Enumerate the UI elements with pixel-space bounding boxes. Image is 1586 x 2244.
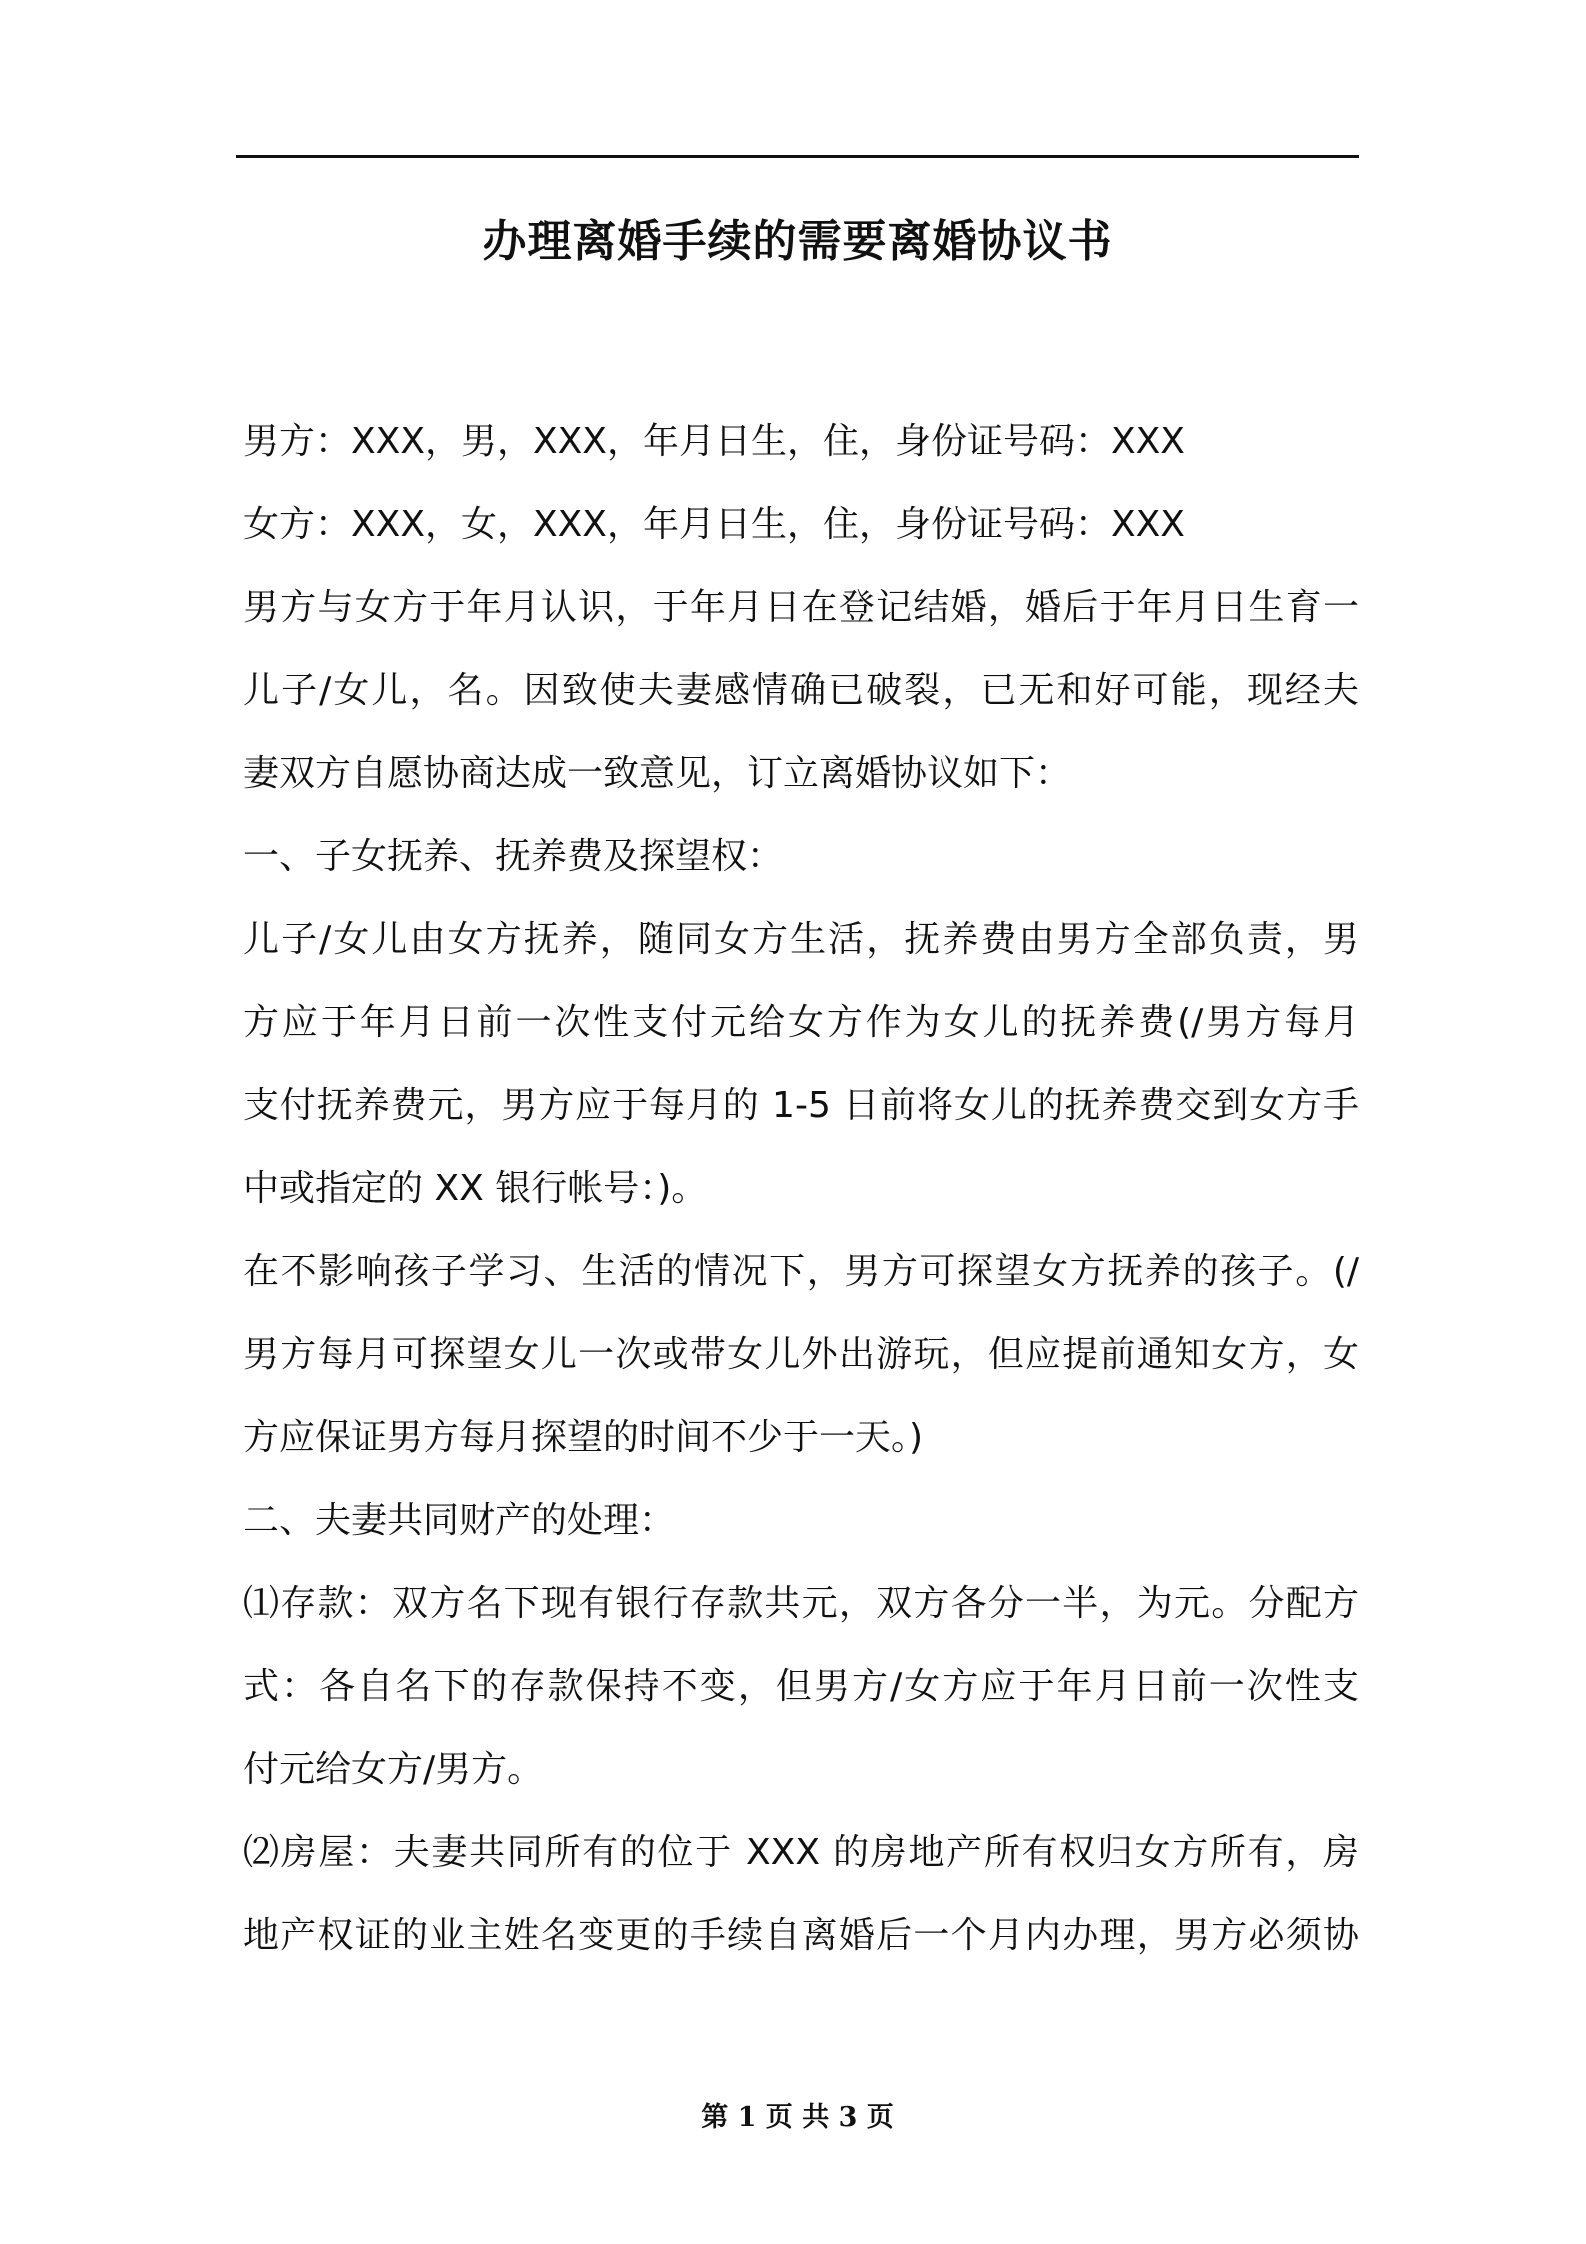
body-line: ⑴存款：双方名下现有银行存款共元，双方各分一半，为元。分配方 [243,1583,1359,1624]
body-line: 男方与女方于年月认识，于年月日在登记结婚，婚后于年月日生育一 [243,587,1359,628]
body-line: 男方每月可探望女儿一次或带女儿外出游玩，但应提前通知女方，女 [243,1334,1359,1375]
body-line: 儿子/女儿，名。因致使夫妻感情确已破裂，已无和好可能，现经夫 [243,670,1359,711]
page-number: 第 1 页 共 3 页 [701,2102,894,2133]
body-line: 儿子/女儿由女方抚养，随同女方生活，抚养费由男方全部负责，男 [243,919,1359,960]
body-line: 支付抚养费元，男方应于每月的 1-5 日前将女儿的抚养费交到女方手 [243,1085,1359,1126]
document-body [243,400,1359,1977]
header-rule [236,155,1359,158]
section-heading: 二、夫妻共同财产的处理： [243,1500,676,1541]
section-heading: 一、子女抚养、抚养费及探望权： [243,836,784,877]
body-line: 女方：XXX，女，XXX，年月日生，住，身份证号码：XXX [243,504,1185,545]
body-line: ⑵房屋：夫妻共同所有的位于 XXX 的房地产所有权归女方所有，房 [243,1832,1359,1873]
body-line: 方应保证男方每月探望的时间不少于一天。) [243,1417,924,1458]
body-line: 付元给女方/男方。 [243,1749,544,1790]
body-line: 在不影响孩子学习、生活的情况下，男方可探望女方抚养的孩子。(/ [243,1251,1359,1292]
body-line: 男方：XXX，男，XXX，年月日生，住，身份证号码：XXX [243,421,1185,462]
body-line: 式：各自名下的存款保持不变，但男方/女方应于年月日前一次性支 [243,1666,1359,1707]
body-line: 中或指定的 XX 银行帐号：)。 [243,1168,708,1209]
document-title: 办理离婚手续的需要离婚协议书 [482,216,1113,267]
body-line: 妻双方自愿协商达成一致意见，订立离婚协议如下： [243,753,1072,794]
body-line: 地产权证的业主姓名变更的手续自离婚后一个月内办理，男方必须协 [243,1915,1359,1956]
body-line: 方应于年月日前一次性支付元给女方作为女儿的抚养费(/男方每月 [243,1002,1359,1043]
